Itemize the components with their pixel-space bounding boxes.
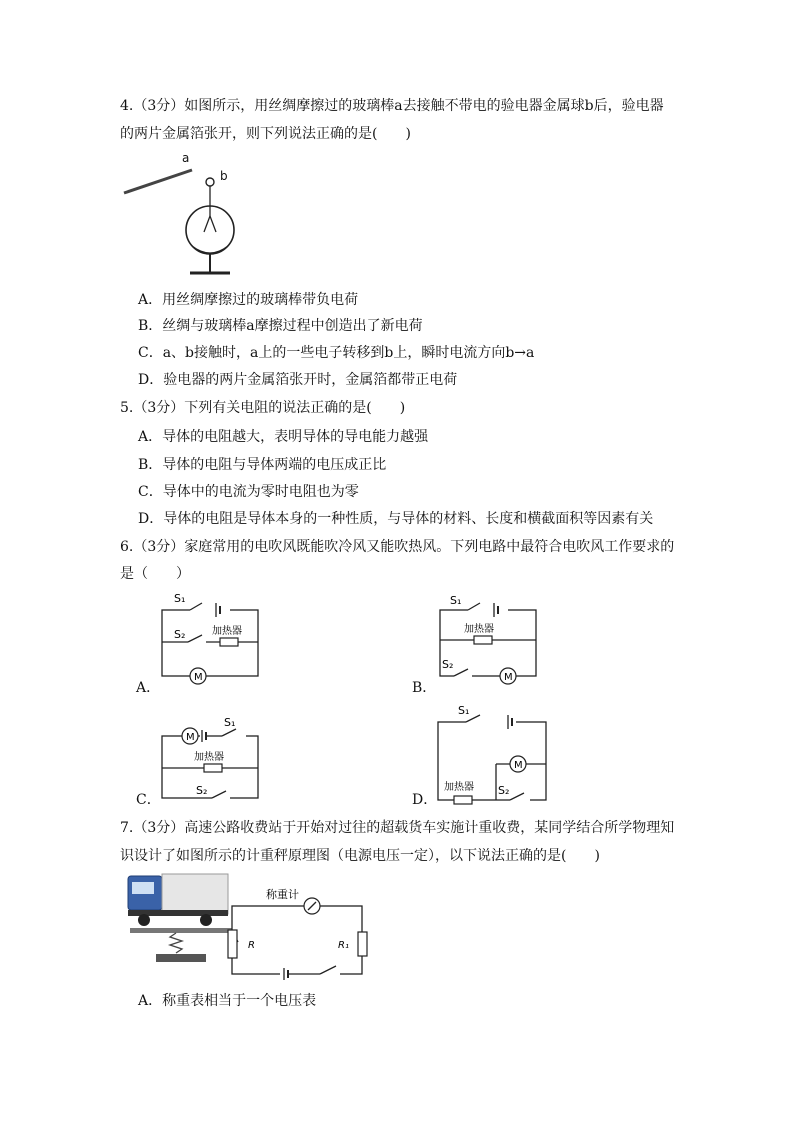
q6b-heater-label: 加热器 (464, 624, 494, 635)
q6c-motor-label: M (186, 732, 195, 743)
q7-r1-label: R₁ (338, 940, 349, 951)
q4-option-d: D．验电器的两片金属箔张开时，金属箔都带正电荷 (138, 372, 458, 388)
q4-option-a: A．用丝绸摩擦过的玻璃棒带负电荷 (138, 292, 359, 308)
q6c-heater-label: 加热器 (194, 752, 224, 763)
q4-option-c: C．a、b接触时，a上的一些电子转移到b上，瞬时电流方向b→a (138, 345, 535, 361)
q6b-s1-label: S₁ (450, 594, 462, 607)
q6a-motor-label: M (194, 672, 203, 683)
q6-option-a: A． (136, 680, 161, 696)
q6b-s2-label: S₂ (442, 658, 454, 671)
q5-option-a: A．导体的电阻越大，表明导体的导电能力越强 (138, 429, 429, 445)
q6-option-d: D． (412, 792, 438, 808)
q5-option-b: B．导体的电阻与导体两端的电压成正比 (138, 457, 387, 473)
q6d-s1-label: S₁ (458, 704, 470, 717)
q4-electroscope-figure (120, 148, 250, 278)
q4-label-b: b (220, 169, 228, 183)
q6-circuit-b (428, 590, 548, 690)
q6-stem-line2: 是（ ） (120, 566, 190, 582)
q4-stem-line2: 的两片金属箔张开，则下列说法正确的是( ) (120, 126, 411, 142)
q6c-s1-label: S₁ (224, 716, 236, 729)
q4-option-b: B．丝绸与玻璃棒a摩擦过程中创造出了新电荷 (138, 318, 423, 334)
q6d-motor-label: M (514, 760, 523, 771)
q5-option-c: C．导体中的电流为零时电阻也为零 (138, 484, 359, 500)
q6a-s1-label: S₁ (174, 592, 186, 605)
q6a-heater-label: 加热器 (212, 626, 242, 637)
q6b-motor-label: M (504, 672, 513, 683)
q5-option-d: D．导体的电阻是导体本身的一种性质，与导体的材料、长度和横截面积等因素有关 (138, 511, 654, 527)
q4-stem-line1: 4.（3分）如图所示，用丝绸摩擦过的玻璃棒a去接触不带电的验电器金属球b后，验电器 (120, 98, 664, 114)
q4-label-a: a (182, 151, 190, 165)
q5-stem: 5.（3分）下列有关电阻的说法正确的是( ) (120, 400, 406, 416)
q6-circuit-a (150, 590, 270, 690)
q7-weighing-figure (120, 872, 370, 984)
q6-option-c: C． (136, 792, 161, 808)
q7-r-label: R (248, 940, 255, 951)
q6-circuit-d (426, 700, 556, 810)
q6c-s2-label: S₂ (196, 784, 208, 797)
q6d-s2-label: S₂ (498, 784, 510, 797)
q6-circuit-c (150, 710, 270, 805)
q6d-heater-label: 加热器 (444, 782, 474, 793)
q7-stem-line1: 7.（3分）高速公路收费站于开始对过往的超载货车实施计重收费，某同学结合所学物理知 (120, 820, 675, 836)
q7-option-a: A．称重表相当于一个电压表 (138, 993, 317, 1009)
q6-option-b: B． (412, 680, 437, 696)
q6a-s2-label: S₂ (174, 628, 186, 641)
q6-stem-line1: 6.（3分）家庭常用的电吹风既能吹冷风又能吹热风。下列电路中最符合电吹风工作要求的 (120, 539, 675, 555)
q7-stem-line2: 识设计了如图所示的计重秤原理图（电源电压一定），以下说法正确的是( ) (120, 848, 600, 864)
q7-meter-label: 称重计 (266, 888, 299, 901)
